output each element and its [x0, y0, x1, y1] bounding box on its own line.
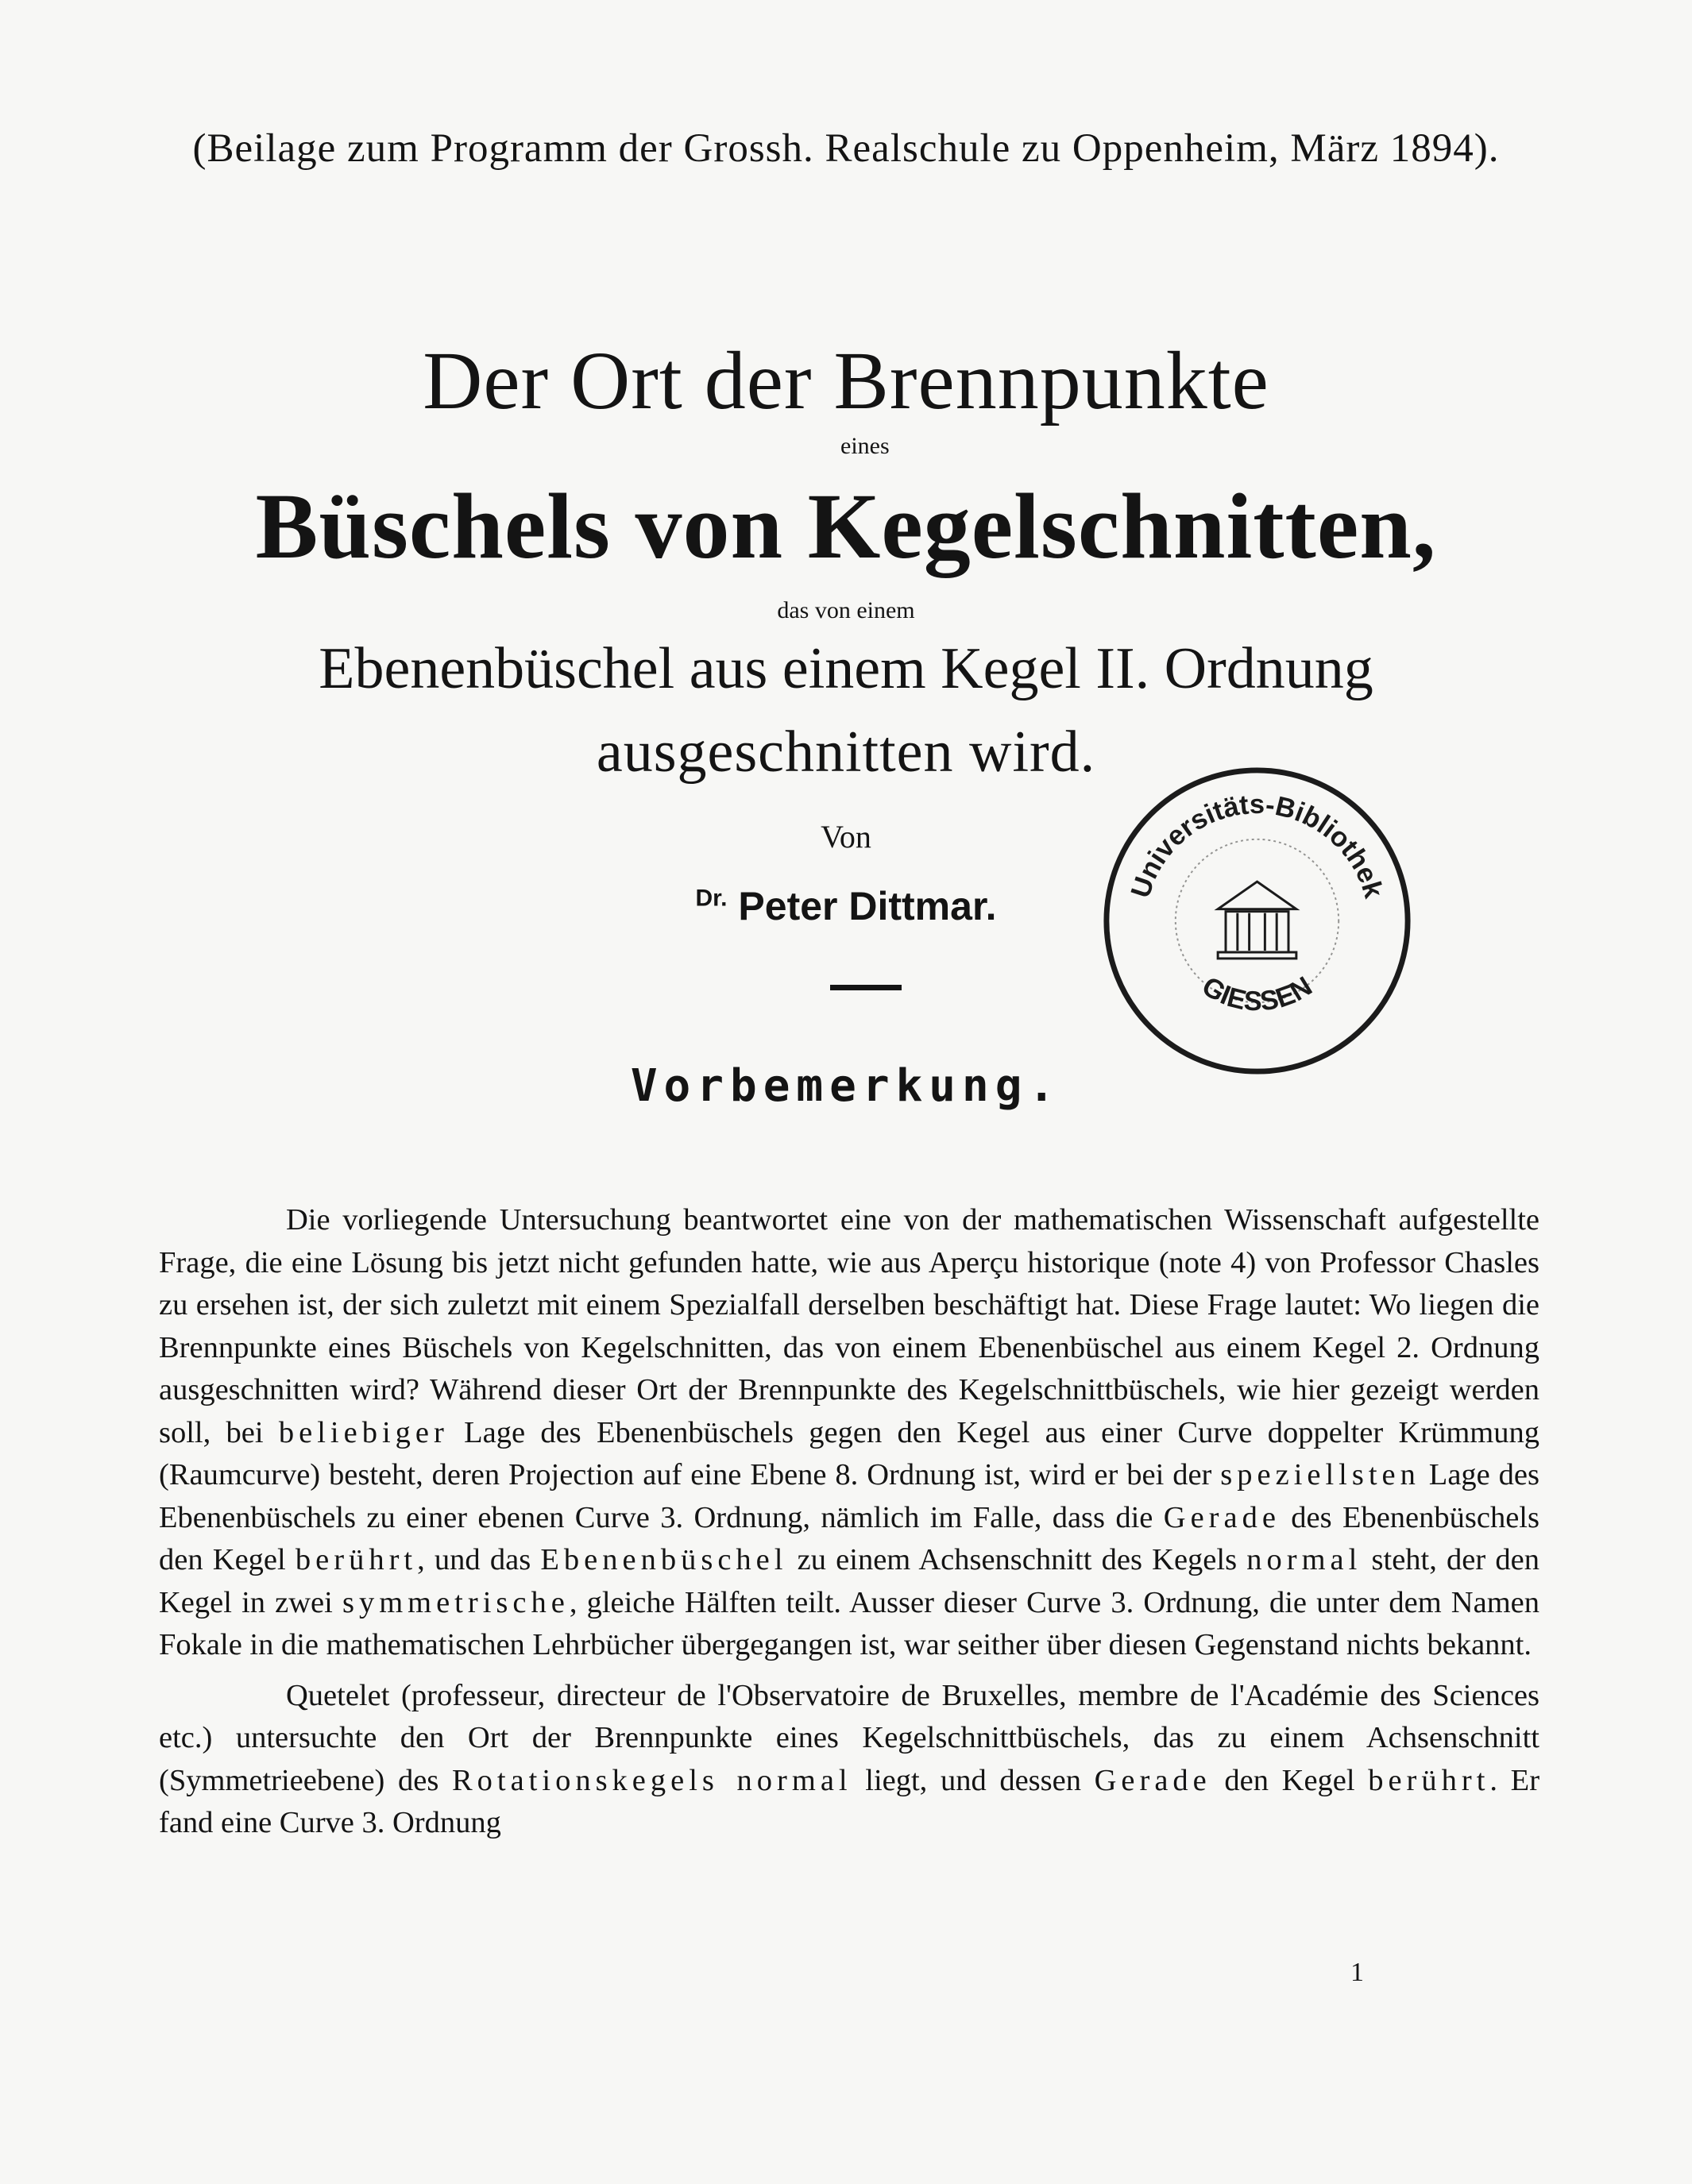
spaced-emphasis: symmetrische	[342, 1585, 570, 1619]
title-connector-das-von: das von einem	[777, 597, 915, 623]
paragraph-2	[159, 1675, 1539, 1845]
spaced-emphasis: speziellsten	[1220, 1458, 1420, 1491]
library-building-icon	[1218, 882, 1296, 959]
spaced-emphasis: Ebenenbüschel	[540, 1543, 788, 1576]
author-name-text: Peter Dittmar.	[738, 884, 997, 928]
spaced-emphasis: Rotationskegels normal	[451, 1763, 852, 1797]
paragraph-1	[159, 1199, 1539, 1667]
title-divider-rule	[830, 985, 902, 990]
page-number: 1	[1350, 1958, 1364, 1987]
text-run: zu einem Achsenschnitt des Kegels	[787, 1543, 1247, 1576]
spaced-emphasis: berührt	[295, 1543, 418, 1576]
svg-text:GIESSEN	[1197, 971, 1318, 1017]
title-line-4: ausgeschnitten wird.	[596, 720, 1096, 785]
text-run: des Ebenenbüschels den Kegel	[159, 1500, 1539, 1576]
svg-text:Universitäts-Bibliothek	[1126, 789, 1389, 902]
spaced-emphasis: normal	[1246, 1543, 1362, 1576]
title-connector-eines: eines	[840, 433, 890, 459]
author-title-prefix: Dr.	[695, 885, 728, 912]
spaced-emphasis: beliebiger	[278, 1415, 449, 1449]
text-run: , und das	[417, 1543, 541, 1576]
text-run: , gleiche Hälften teilt. Ausser dieser Curve 3. Ordnung, die unter dem Namen Fokale in die mathematischen Lehrbücher übergegangen ist, war seither über diesen Gegenstand nichts bekannt.	[159, 1585, 1539, 1661]
spaced-emphasis: Gerade	[1163, 1500, 1281, 1534]
text-run: Die vorliegende Untersuchung beantwortet eine von der mathematischen Wissenschaft aufgestellte Frage, die eine Lösung bis jetzt nicht gefunden hatte, wie aus Aperçu historique (note 4) von Professor Chasles zu ersehen ist, der sich zuletzt mit einem Spezialfall derselben beschäftigt hat. Diese Frage lautet: Wo liegen die Brennpunkte eines Büschels von Kegelschnitten, das von einem Ebenenbüschel aus einem Kegel 2. Ordnung ausgeschnitten wird? Während dieser Ort der Brennpunkte des Kegelschnittbüschels, wie hier gezeigt werden soll, bei	[159, 1203, 1539, 1449]
text-run: steht, der den Kegel in zwei	[159, 1543, 1539, 1619]
supplement-header: (Beilage zum Programm der Grossh. Realschule zu Oppenheim, März 1894).	[192, 126, 1500, 171]
library-stamp	[1100, 764, 1414, 1078]
stamp-top-text: Universitäts-Bibliothek	[1125, 789, 1389, 902]
title-line-3: Ebenenbüschel aus einem Kegel II. Ordnung	[319, 636, 1373, 701]
spaced-emphasis: berührt	[1368, 1763, 1490, 1797]
byline-von: Von	[821, 819, 871, 855]
spaced-emphasis: Gerade	[1094, 1763, 1211, 1797]
text-run: Quetelet (professeur, directeur de l'Observatoire de Bruxelles, membre de l'Académie des Sciences etc.) untersuchte den Ort der Brennpunkte eines Kegelschnittbüschels, das zu einem Achsenschnitt (Symmetrieebene) des	[159, 1678, 1539, 1797]
text-run: Lage des Ebenenbüschels gegen den Kegel aus einer Curve doppelter Krümmung (Raumcurve) besteht, deren Projection auf eine Ebene 8. Ordnung ist, wird er bei der	[159, 1415, 1539, 1491]
section-heading: Vorbemerkung.	[630, 1060, 1062, 1112]
body-text	[159, 1199, 1539, 1845]
text-run: . Er fand eine Curve 3. Ordnung	[159, 1763, 1540, 1839]
text-run: den Kegel	[1211, 1763, 1369, 1797]
author-name	[0, 883, 1692, 929]
stamp-bottom-text: GIESSEN	[1196, 970, 1318, 1017]
title-line-2: Büschels von Kegelschnitten,	[255, 474, 1437, 578]
title-line-1: Der Ort der Brennpunkte	[423, 335, 1269, 426]
text-run: Lage des Ebenenbüschels zu einer ebenen Curve 3. Ordnung, nämlich im Falle, dass die	[159, 1458, 1539, 1534]
text-run: liegt, und dessen	[852, 1763, 1095, 1797]
